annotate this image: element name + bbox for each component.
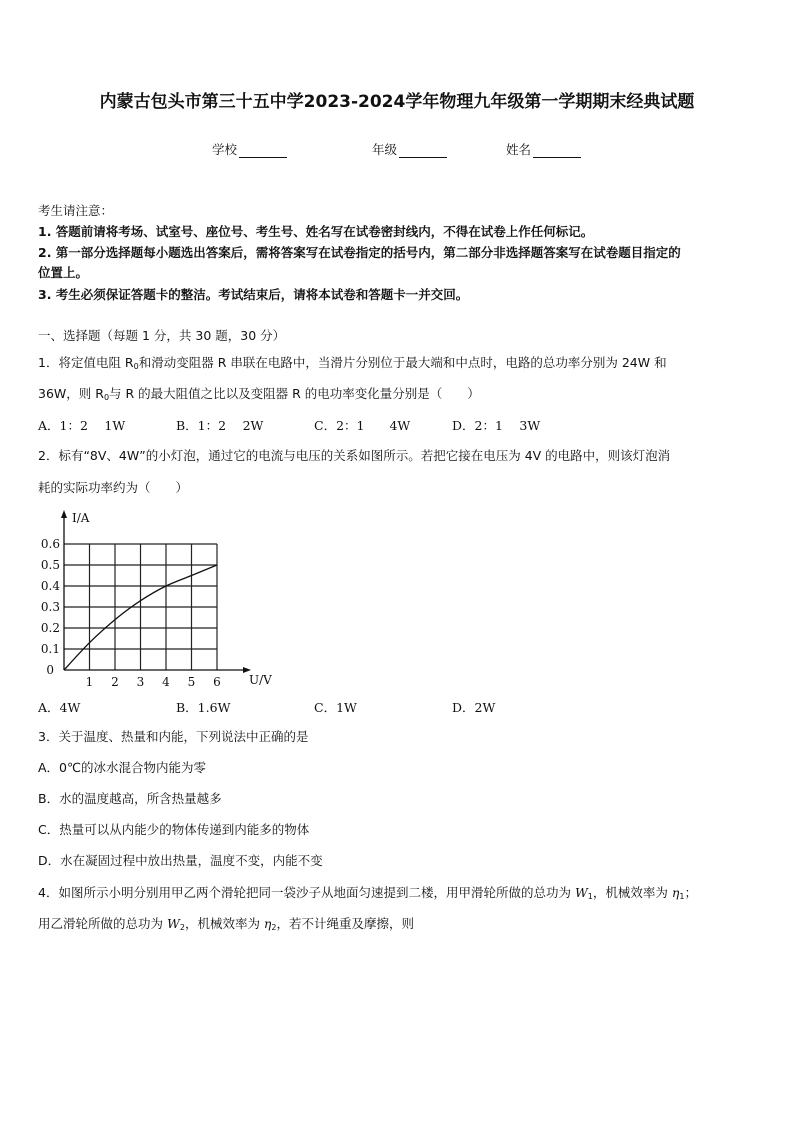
school-field [212,140,287,158]
q3-option-b: B．水的温度越高，所含热量越多 [38,791,222,806]
x-tick-label: 2 [111,675,119,688]
y-tick-label: 0.4 [40,579,60,593]
q4-w2-sub: 2 [179,923,185,932]
q4-text-a: 4．如图所示小明分别用甲乙两个滑轮把同一袋沙子从地面匀速提到二楼，用甲滑轮所做的总功为 [38,885,575,900]
x-tick-label: 3 [136,675,145,688]
x-tick-label: 5 [187,675,196,688]
q4-eta2-symbol: η [263,916,272,931]
q4-text-c: ； [684,885,697,900]
y-tick-label: 0.2 [40,621,60,635]
q3-option-c: C．热量可以从内能少的物体传递到内能多的物体 [38,822,310,837]
notice-item-1: 1. 答题前请将考场、试室号、座位号、考生号、姓名写在试卷密封线内，不得在试卷上作任何标记。 [38,224,594,239]
grade-field [372,140,447,158]
page-title: 内蒙古包头市第三十五中学2023-2024学年物理九年级第一学期期末经典试题 [99,92,695,112]
grade-label: 年级 [372,142,398,157]
q4-eta1-sub: 1 [679,892,685,901]
graph-tick-labels [41,511,272,688]
q1-option-d: D．2：1 3W [452,418,541,433]
name-blank [533,144,581,158]
q1-stem-line1 [38,355,667,375]
origin-label: 0 [46,663,54,677]
q4-w1-sub: 1 [587,892,593,901]
notice-heading: 考生请注意： [38,203,114,218]
x-axis-label: U/V [249,673,272,687]
graph-grid [64,544,217,670]
q4-text-f: ，若不计绳重及摩擦，则 [276,916,415,931]
q2-option-c: C．1W [314,700,357,715]
x-tick-label: 4 [162,675,170,688]
name-field [506,140,581,158]
y-tick-label: 0.5 [40,558,60,572]
q1-text-b: 和滑动变阻器 R 串联在电路中，当滑片分别位于最大端和中点时，电路的总功率分别为 24W 和 [138,355,667,370]
q3-option-a: A．0℃的冰水混合物内能为零 [38,760,207,775]
q4-stem-line2 [38,916,414,936]
q1-text-d: 与 R 的最大阻值之比以及变阻器 R 的电功率变化量分别是（ ） [109,386,480,401]
y-tick-label: 0.3 [40,600,60,614]
q1-option-c: C．2：1 4W [314,418,411,433]
q4-text-b: ，机械效率为 [592,885,672,900]
q1-text-a: 1．将定值电阻 R [38,355,134,370]
q1-option-b: B．1：2 2W [176,418,264,433]
iu-graph [30,508,290,688]
q3-option-d: D．水在凝固过程中放出热量，温度不变，内能不变 [38,853,323,868]
q2-stem-line1: 2．标有“8V、4W”的小灯泡，通过它的电流与电压的关系如图所示。若把它接在电压为 4V 的电路中，则该灯泡消 [38,448,671,463]
q1-sub-b: 0 [103,393,110,402]
q2-option-d: D．2W [452,700,496,715]
q3-stem: 3．关于温度、热量和内能，下列说法中正确的是 [38,729,309,744]
notice-item-2-cont: 位置上。 [38,265,89,280]
name-label: 姓名 [506,142,532,157]
school-label: 学校 [212,142,238,157]
x-tick-label: 1 [85,675,94,688]
q4-stem-line1 [38,885,697,905]
q4-w1-symbol: W [574,885,588,900]
q1-sub-a: 0 [133,362,139,371]
q2-option-b: B．1.6W [176,700,231,715]
y-tick-label: 0.1 [40,642,60,656]
q1-text-c: 36W，则 R [38,386,104,401]
q1-stem-line2 [38,386,480,406]
q2-stem-line2: 耗的实际功率约为（ ） [38,480,189,495]
q2-option-a: A．4W [38,700,81,715]
notice-item-2: 2. 第一部分选择题每小题选出答案后，需将答案写在试卷指定的括号内，第二部分非选择题答案写在试卷题目指定的 [38,245,681,260]
x-tick-label: 6 [213,675,221,688]
notice-item-3: 3. 考生必须保证答题卡的整洁。考试结束后，请将本试卷和答题卡一并交回。 [38,287,469,302]
school-blank [239,144,287,158]
q4-text-e: ，机械效率为 [184,916,264,931]
grade-blank [399,144,447,158]
q4-w2-symbol: W [166,916,180,931]
q4-eta1-symbol: η [671,885,680,900]
y-tick-label: 0.6 [40,537,60,551]
y-axis-label: I/A [72,511,90,525]
q1-option-a: A．1：2 1W [38,418,126,433]
section-heading: 一、选择题（每题 1 分，共 30 题，30 分） [38,328,286,343]
q4-eta2-sub: 2 [271,923,277,932]
y-axis-arrow-icon [61,510,67,518]
q4-text-d: 用乙滑轮所做的总功为 [38,916,167,931]
